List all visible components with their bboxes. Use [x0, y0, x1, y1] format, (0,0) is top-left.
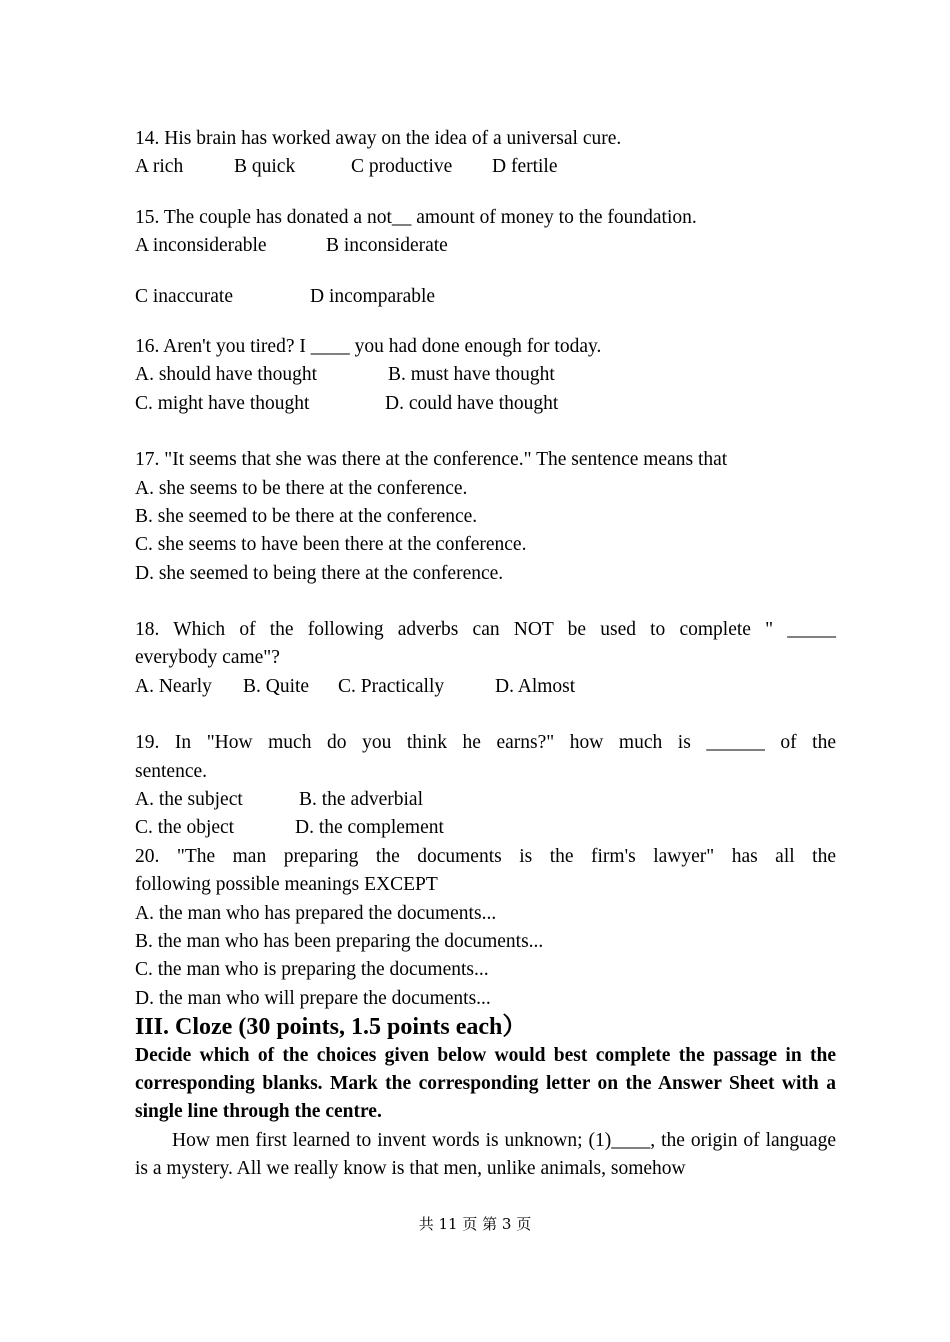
q14-option-a: A rich — [135, 156, 184, 178]
q18-option-d: D. Almost — [495, 675, 576, 697]
q16-option-d: D. could have thought — [385, 392, 559, 414]
q18-option-c: C. Practically — [338, 675, 445, 697]
page-footer: 共 11 页 第 3 页 — [418, 1215, 532, 1233]
q19-stem-line2: sentence. — [135, 760, 208, 782]
q20-option-c: C. the man who is preparing the documents... — [135, 959, 489, 981]
q15-stem: 15. The couple has donated a not__ amount of money to the foundation. — [135, 206, 697, 228]
q17-option-a: A. she seems to be there at the conference. — [135, 477, 468, 499]
q16-option-b: B. must have thought — [388, 364, 555, 386]
q15-option-a: A inconsiderable — [135, 235, 267, 257]
q20-option-d: D. the man who will prepare the documents... — [135, 987, 491, 1009]
q16-option-c: C. might have thought — [135, 392, 310, 414]
q17-option-c: C. she seems to have been there at the conference. — [135, 534, 527, 556]
q18-option-b: B. Quite — [243, 675, 310, 697]
q19-option-b: B. the adverbial — [299, 789, 423, 811]
q19-option-c: C. the object — [135, 817, 235, 839]
q14-option-d: D fertile — [492, 156, 558, 178]
q16-options-row1 — [135, 361, 836, 389]
q15-option-c: C inaccurate — [135, 285, 233, 307]
cloze-passage: How men first learned to invent words is unknown; (1)____, the origin of language is a mystery. All we really know is that men, unlike animals, somehow — [135, 1129, 836, 1180]
q17-option-b: B. she seemed to be there at the conference. — [135, 505, 478, 527]
q15-option-b: B inconsiderate — [326, 235, 448, 257]
section-instructions: Decide which of the choices given below would best complete the passage in the corresponding blanks. Mark the corresponding letter on the Answer Sheet with a single line through the centre. — [135, 1044, 836, 1123]
q18-option-a: A. Nearly — [135, 675, 212, 697]
q15-option-d: D incomparable — [310, 285, 436, 307]
q19-option-a: A. the subject — [135, 789, 243, 811]
q14-option-b: B quick — [234, 156, 296, 178]
q19-stem-line1: 19. In "How much do you think he earns?" how much is ______ of the — [135, 732, 836, 754]
q18-stem-line2: everybody came"? — [135, 647, 280, 669]
q19-options-row1 — [135, 786, 836, 814]
q20-option-a: A. the man who has prepared the documents... — [135, 902, 497, 924]
q20-stem-line2: following possible meanings EXCEPT — [135, 874, 438, 896]
q16-stem: 16. Aren't you tired? I ____ you had done enough for today. — [135, 335, 602, 357]
q15-options-row2 — [135, 283, 836, 311]
q17-stem: 17. "It seems that she was there at the conference." The sentence means that — [135, 449, 728, 471]
q15-options-row1 — [135, 232, 836, 260]
section-heading: III. Cloze (30 points, 1.5 points each） — [135, 1014, 527, 1041]
q18-options — [135, 673, 836, 701]
q18-stem-line1: 18. Which of the following adverbs can NOT be used to complete " _____ — [135, 619, 836, 641]
q20-stem-line1: 20. "The man preparing the documents is the firm's lawyer" has all the — [135, 845, 836, 867]
q16-option-a: A. should have thought — [135, 364, 317, 386]
exam-page — [135, 125, 836, 1184]
q20-option-b: B. the man who has been preparing the documents... — [135, 930, 544, 952]
q19-options-row2 — [135, 814, 836, 842]
q16-options-row2 — [135, 390, 836, 418]
q14-option-c: C productive — [351, 156, 453, 178]
q14-options — [135, 153, 836, 181]
q14-stem: 14. His brain has worked away on the idea of a universal cure. — [135, 128, 622, 149]
q17-option-d: D. she seemed to being there at the conference. — [135, 562, 504, 584]
q19-option-d: D. the complement — [295, 817, 444, 839]
